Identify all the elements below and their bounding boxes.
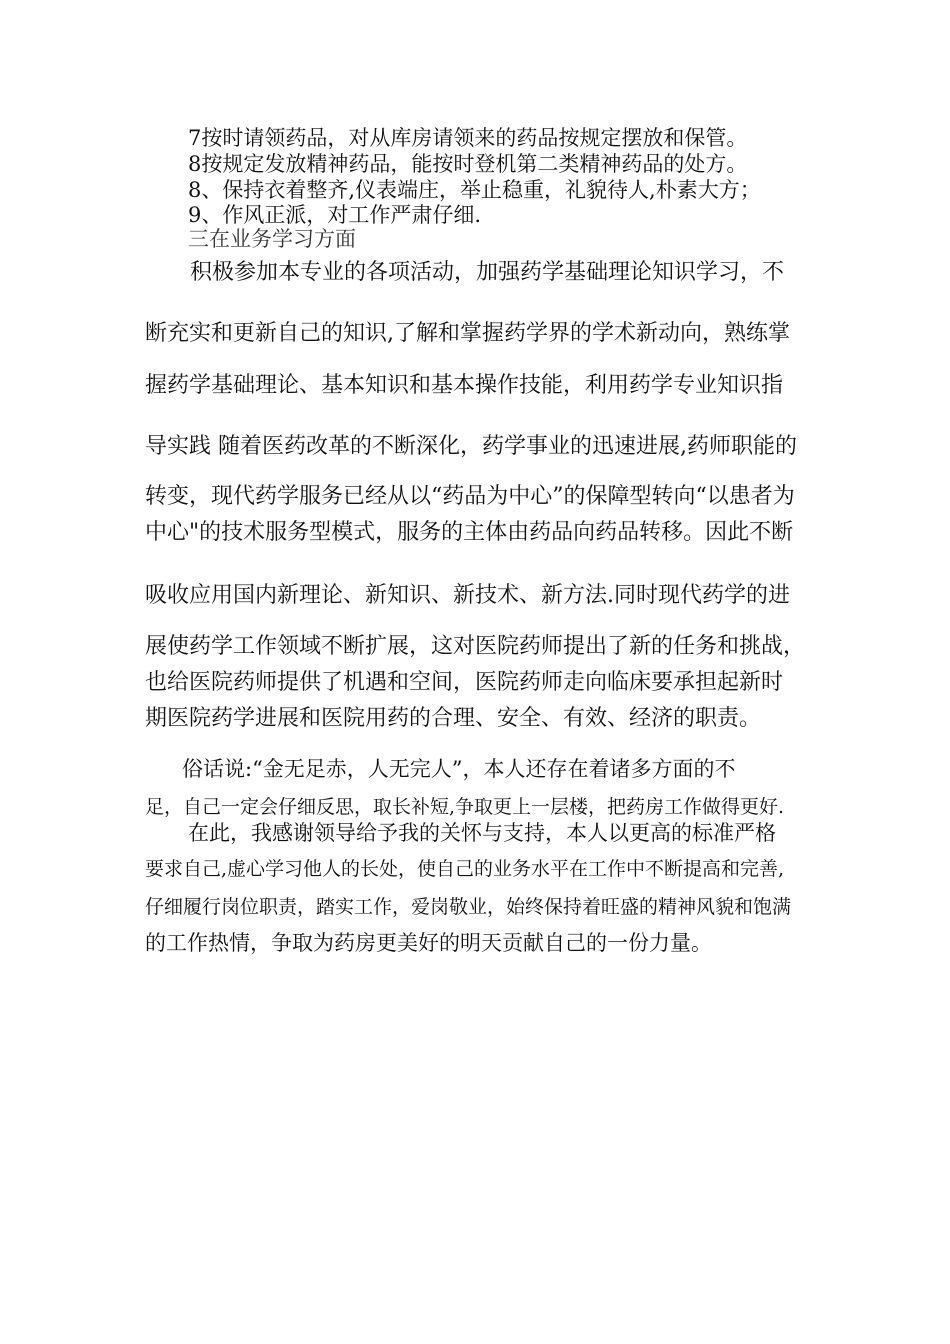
paragraph-line: 转变，现代药学服务已经从以“药品为中心”的保障型转向“以患者为 <box>145 484 795 509</box>
paragraph-line: 在此，我感谢领导给予我的关怀与支持，本人以更高的标准严格 <box>188 821 776 845</box>
paragraph-line: 也给医院药师提供了机遇和空间，医院药师走向临床要承担起新时 <box>145 670 784 695</box>
paragraph-line: 仔细履行岗位职责，踏实工作，爱岗敬业，始终保持着旺盛的精神风貌和饱满 <box>145 896 792 918</box>
section-heading: 三在业务学习方面 <box>188 227 356 251</box>
paragraph-line: 积极参加本专业的各项活动，加强药学基础理论知识学习，不 <box>190 260 785 285</box>
paragraph-line: 断充实和更新自己的知识,了解和掌握药学界的学术新动向，熟练掌 <box>145 321 790 346</box>
list-item: 9、作风正派，对工作严肃仔细. <box>188 203 482 227</box>
paragraph-line: 握药学基础理论、基本知识和基本操作技能，利用药学专业知识指 <box>145 373 784 398</box>
paragraph-line: 导实践 随着医药改革的不断深化，药学事业的迅速进展,药师职能的 <box>145 434 797 459</box>
paragraph-line: 吸收应用国内新理论、新知识、新技术、新方法.同时现代药学的进 <box>145 583 790 608</box>
list-item: 8按规定发放精神药品，能按时登机第二类精神药品的处方。 <box>188 152 748 176</box>
list-item: 8、保持衣着整齐,仪表端庄，举止稳重，礼貌待人,朴素大方； <box>188 178 761 202</box>
paragraph-line: 俗话说:“金无足赤，人无完人”，本人还存在着诸多方面的不 <box>182 757 736 781</box>
paragraph-line: 足，自己一定会仔细反思，取长补短,争取更上一层楼，把药房工作做得更好. <box>145 796 785 818</box>
paragraph-line: 中心"的技术服务型模式，服务的主体由药品向药品转移。因此不断 <box>145 520 794 545</box>
paragraph-line: 展使药学工作领域不断扩展，这对医院药师提出了新的任务和挑战， <box>145 634 806 659</box>
paragraph-line: 期医院药学进展和医院用药的合理、安全、有效、经济的职责。 <box>145 706 762 731</box>
paragraph-line: 要求自己,虚心学习他人的长处，使自己的业务水平在工作中不断提高和完善, <box>145 858 785 880</box>
list-item: 7按时请领药品，对从库房请领来的药品按规定摆放和保管。 <box>188 126 748 150</box>
paragraph-line: 的工作热情，争取为药房更美好的明天贡献自己的一份力量。 <box>145 931 712 955</box>
